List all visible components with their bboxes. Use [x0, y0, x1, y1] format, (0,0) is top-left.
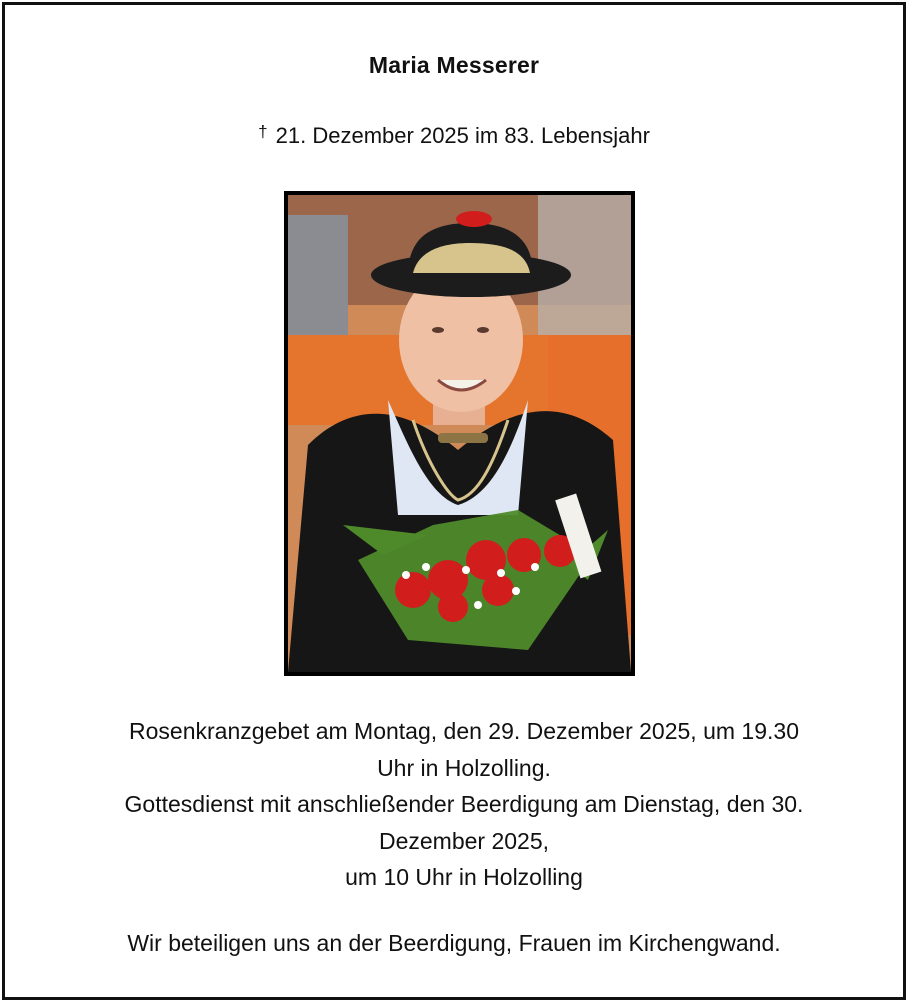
service-line: Dezember 2025,	[378, 827, 550, 854]
portrait-photo	[284, 191, 635, 676]
deceased-name: Maria Messerer	[368, 52, 540, 78]
hat-flower	[456, 211, 492, 227]
portrait-image	[288, 195, 631, 672]
service-details	[45, 713, 883, 896]
notice-frame	[2, 2, 906, 1000]
service-line: um 10 Uhr in Holzolling	[345, 864, 583, 890]
cross-icon: †	[258, 122, 268, 141]
service-line: Gottesdienst mit anschließender Beerdigung am Dienstag, den 30.	[124, 791, 804, 817]
service-line: Rosenkranzgebet am Montag, den 29. Dezember 2025, um 19.30	[129, 718, 799, 744]
left-eye	[432, 327, 444, 333]
right-eye	[477, 327, 489, 333]
death-date-line	[5, 123, 903, 149]
closing-note: Wir beteiligen uns an der Beerdigung, Frauen im Kirchengwand.	[127, 930, 781, 956]
choker	[438, 433, 488, 443]
service-line: Uhr in Holzolling.	[377, 754, 551, 781]
death-date-text: 21. Dezember 2025 im 83. Lebensjahr	[275, 123, 650, 148]
